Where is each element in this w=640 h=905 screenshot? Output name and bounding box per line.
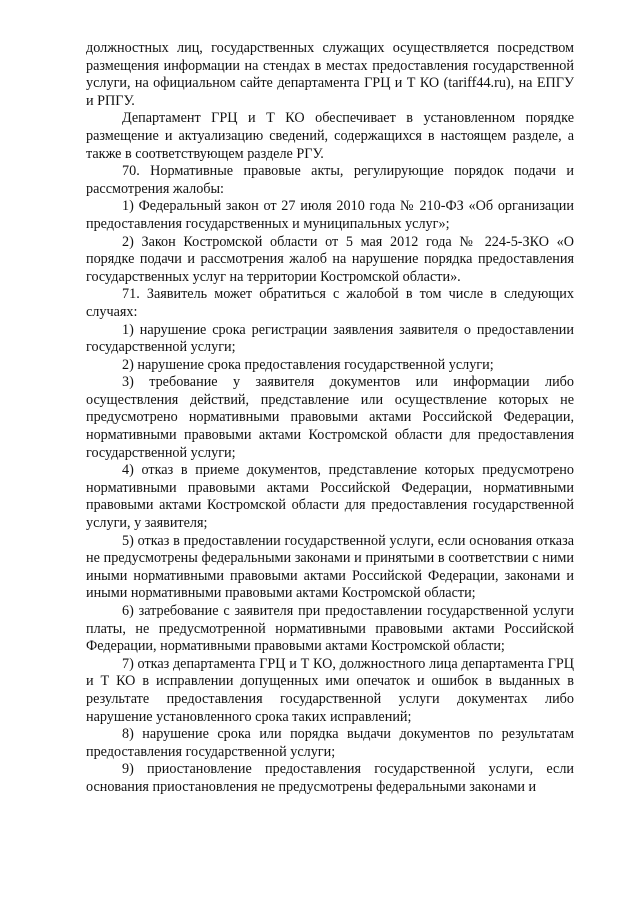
paragraph-71-item-8: 8) нарушение срока или порядка выдачи документов по результатам предоставления государственной услуги; [86,726,574,760]
paragraph-71-item-5: 5) отказ в предоставлении государственной услуги, если основания отказа не предусмотрены федеральными законами и принятыми в соответствии с ними иными нормативными правовыми актами Российской Федерации, законами и иными нормативными правовыми актами Костромской области; [86,532,574,602]
paragraph-71-item-4: 4) отказ в приеме документов, представление которых предусмотрено нормативными правовыми актами Российской Федерации, нормативными правовыми актами Костромской области для предоставления государственной услуги, у заявителя; [86,462,574,532]
paragraph-71-item-9: 9) приостановление предоставления государственной услуги, если основания приостановления не предусмотрены федеральными законами и [86,761,574,795]
paragraph-70-item-2: 2) Закон Костромской области от 5 мая 2012 года № 224-5-ЗКО «О порядке подачи и рассмотрения жалоб на нарушение порядка предоставления государственных услуг на территории Костромской области». [86,233,574,285]
paragraph-department-info: Департамент ГРЦ и Т КО обеспечивает в установленном порядке размещение и актуализацию сведений, содержащихся в настоящем разделе, а также в соответствующем разделе РГУ. [86,110,574,162]
paragraph-71: 71. Заявитель может обратиться с жалобой в том числе в следующих случаях: [86,286,574,320]
paragraph-intro-continuation: должностных лиц, государственных служащих осуществляется посредством размещения информации на стендах в местах предоставления государственной услуги, на официальном сайте департамента ГРЦ и Т КО (tariff44.ru), на ЕПГУ и РПГУ. [86,40,574,109]
paragraph-70-item-1: 1) Федеральный закон от 27 июля 2010 года № 210-ФЗ «Об организации предоставления государственных и муниципальных услуг»; [86,198,574,232]
paragraph-71-item-7: 7) отказ департамента ГРЦ и Т КО, должностного лица департамента ГРЦ и Т КО в исправлении допущенных ими опечаток и ошибок в выданных в результате предоставления государственной услуги документах либо нарушение установленного срока таких исправлений; [86,655,574,725]
document-page [86,40,574,797]
paragraph-70: 70. Нормативные правовые акты, регулирующие порядок подачи и рассмотрения жалобы: [86,163,574,197]
paragraph-71-item-2: 2) нарушение срока предоставления государственной услуги; [122,356,494,373]
paragraph-71-item-1: 1) нарушение срока регистрации заявления заявителя о предоставлении государственной услуги; [86,321,574,356]
paragraph-71-item-6: 6) затребование с заявителя при предоставлении государственной услуги платы, не предусмотренной нормативными правовыми актами Российской Федерации, нормативными правовыми актами Костромской области; [86,603,574,655]
paragraph-71-item-3: 3) требование у заявителя документов или информации либо осуществления действий, представление или осуществление которых не предусмотрено нормативными правовыми актами Российской Федерации, нормативными правовыми актами Костромской области для предоставления государственной услуги; [86,374,574,461]
